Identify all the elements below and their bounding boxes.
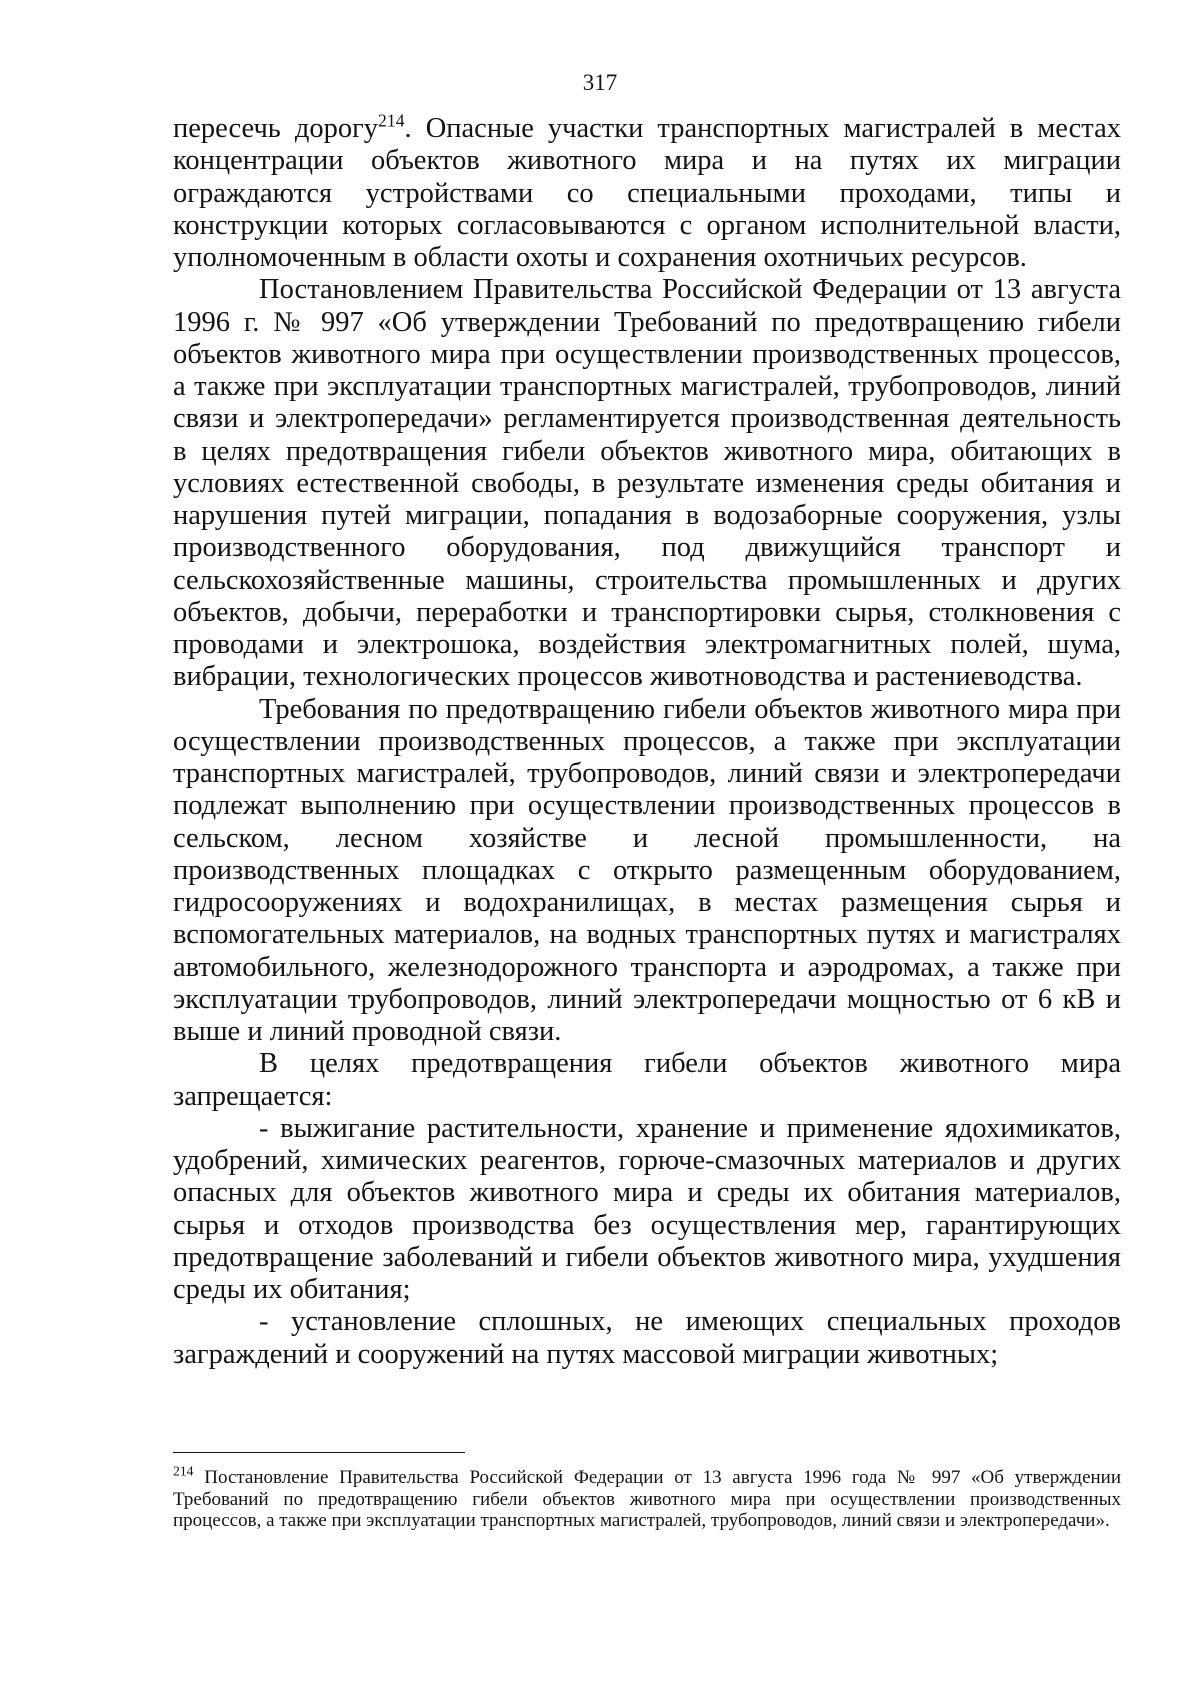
footnote-text: Постановление Правительства Российской Федерации от 13 августа 1996 года № 997 «Об утверждении Требований по предотвращению гибели объектов животного мира при осуществлении производственных процессов, а также при эксплуатации транспортных магистралей, трубопроводов, линий связи и электропередачи».	[173, 1467, 1121, 1531]
list-item: - выжигание растительности, хранение и применение ядохимикатов, удобрений, химических реагентов, горюче-смазочных материалов и других опасных для объектов животного мира и среды их обитания материалов, сырья и отходов производства без осуществления мер, гарантирующих предотвращение заболеваний и гибели объектов животного мира, ухудшения среды их обитания;	[173, 1112, 1121, 1305]
footnote	[173, 1463, 1121, 1532]
paragraph-text: . Опасные участки транспортных магистралей в местах концентрации объектов животного мира и на путях их миграции ограждаются устройствами со специальными проходами, типы и конструкции которых согласовываются с органом исполнительной власти, уполномоченным в области охоты и сохранения охотничьих ресурсов.	[173, 113, 1121, 273]
page-number: 317	[582, 70, 618, 95]
paragraph-text: пересечь дорогу	[173, 113, 379, 144]
paragraph: Требования по предотвращению гибели объектов животного мира при осуществлении производственных процессов, а также при эксплуатации транспортных магистралей, трубопроводов, линий связи и электропередачи подлежат выполнению при осуществлении производственных процессов в сельском, лесном хозяйстве и лесной промышленности, на производственных площадках с открыто размещенным оборудованием, гидросооружениях и водохранилищах, в местах размещения сырья и вспомогательных материалов, на водных транспортных путях и магистралях автомобильного, железнодорожного транспорта и аэродромах, а также при эксплуатации трубопроводов, линий электропередачи мощностью от 6 кВ и выше и линий проводной связи.	[173, 693, 1121, 1047]
body-text	[173, 110, 1121, 1371]
paragraph: Постановлением Правительства Российской Федерации от 13 августа 1996 г. № 997 «Об утверждении Требований по предотвращению гибели объектов животного мира при осуществлении производственных процессов, а также при эксплуатации транспортных магистралей, трубопроводов, линий связи и электропередачи» регламентируется производственная деятельность в целях предотвращения гибели объектов животного мира, обитающих в условиях естественной свободы, в результате изменения среды обитания и нарушения путей миграции, попадания в водозаборные сооружения, узлы производственного оборудования, под движущийся транспорт и сельскохозяйственные машины, строительства промышленных и других объектов, добычи, переработки и транспортировки сырья, столкновения с проводами и электрошока, воздействия электромагнитных полей, шума, вибрации, технологических процессов животноводства и растениеводства.	[173, 274, 1121, 693]
footnote-number: 214	[173, 1463, 194, 1479]
footnote-separator	[173, 1452, 465, 1453]
footnote-reference[interactable]: 214	[378, 110, 405, 131]
paragraph	[173, 110, 1121, 274]
paragraph: В целях предотвращения гибели объектов животного мира запрещается:	[173, 1048, 1121, 1112]
list-item: - установление сплошных, не имеющих специальных проходов заграждений и сооружений на путях массовой миграции животных;	[173, 1306, 1121, 1370]
